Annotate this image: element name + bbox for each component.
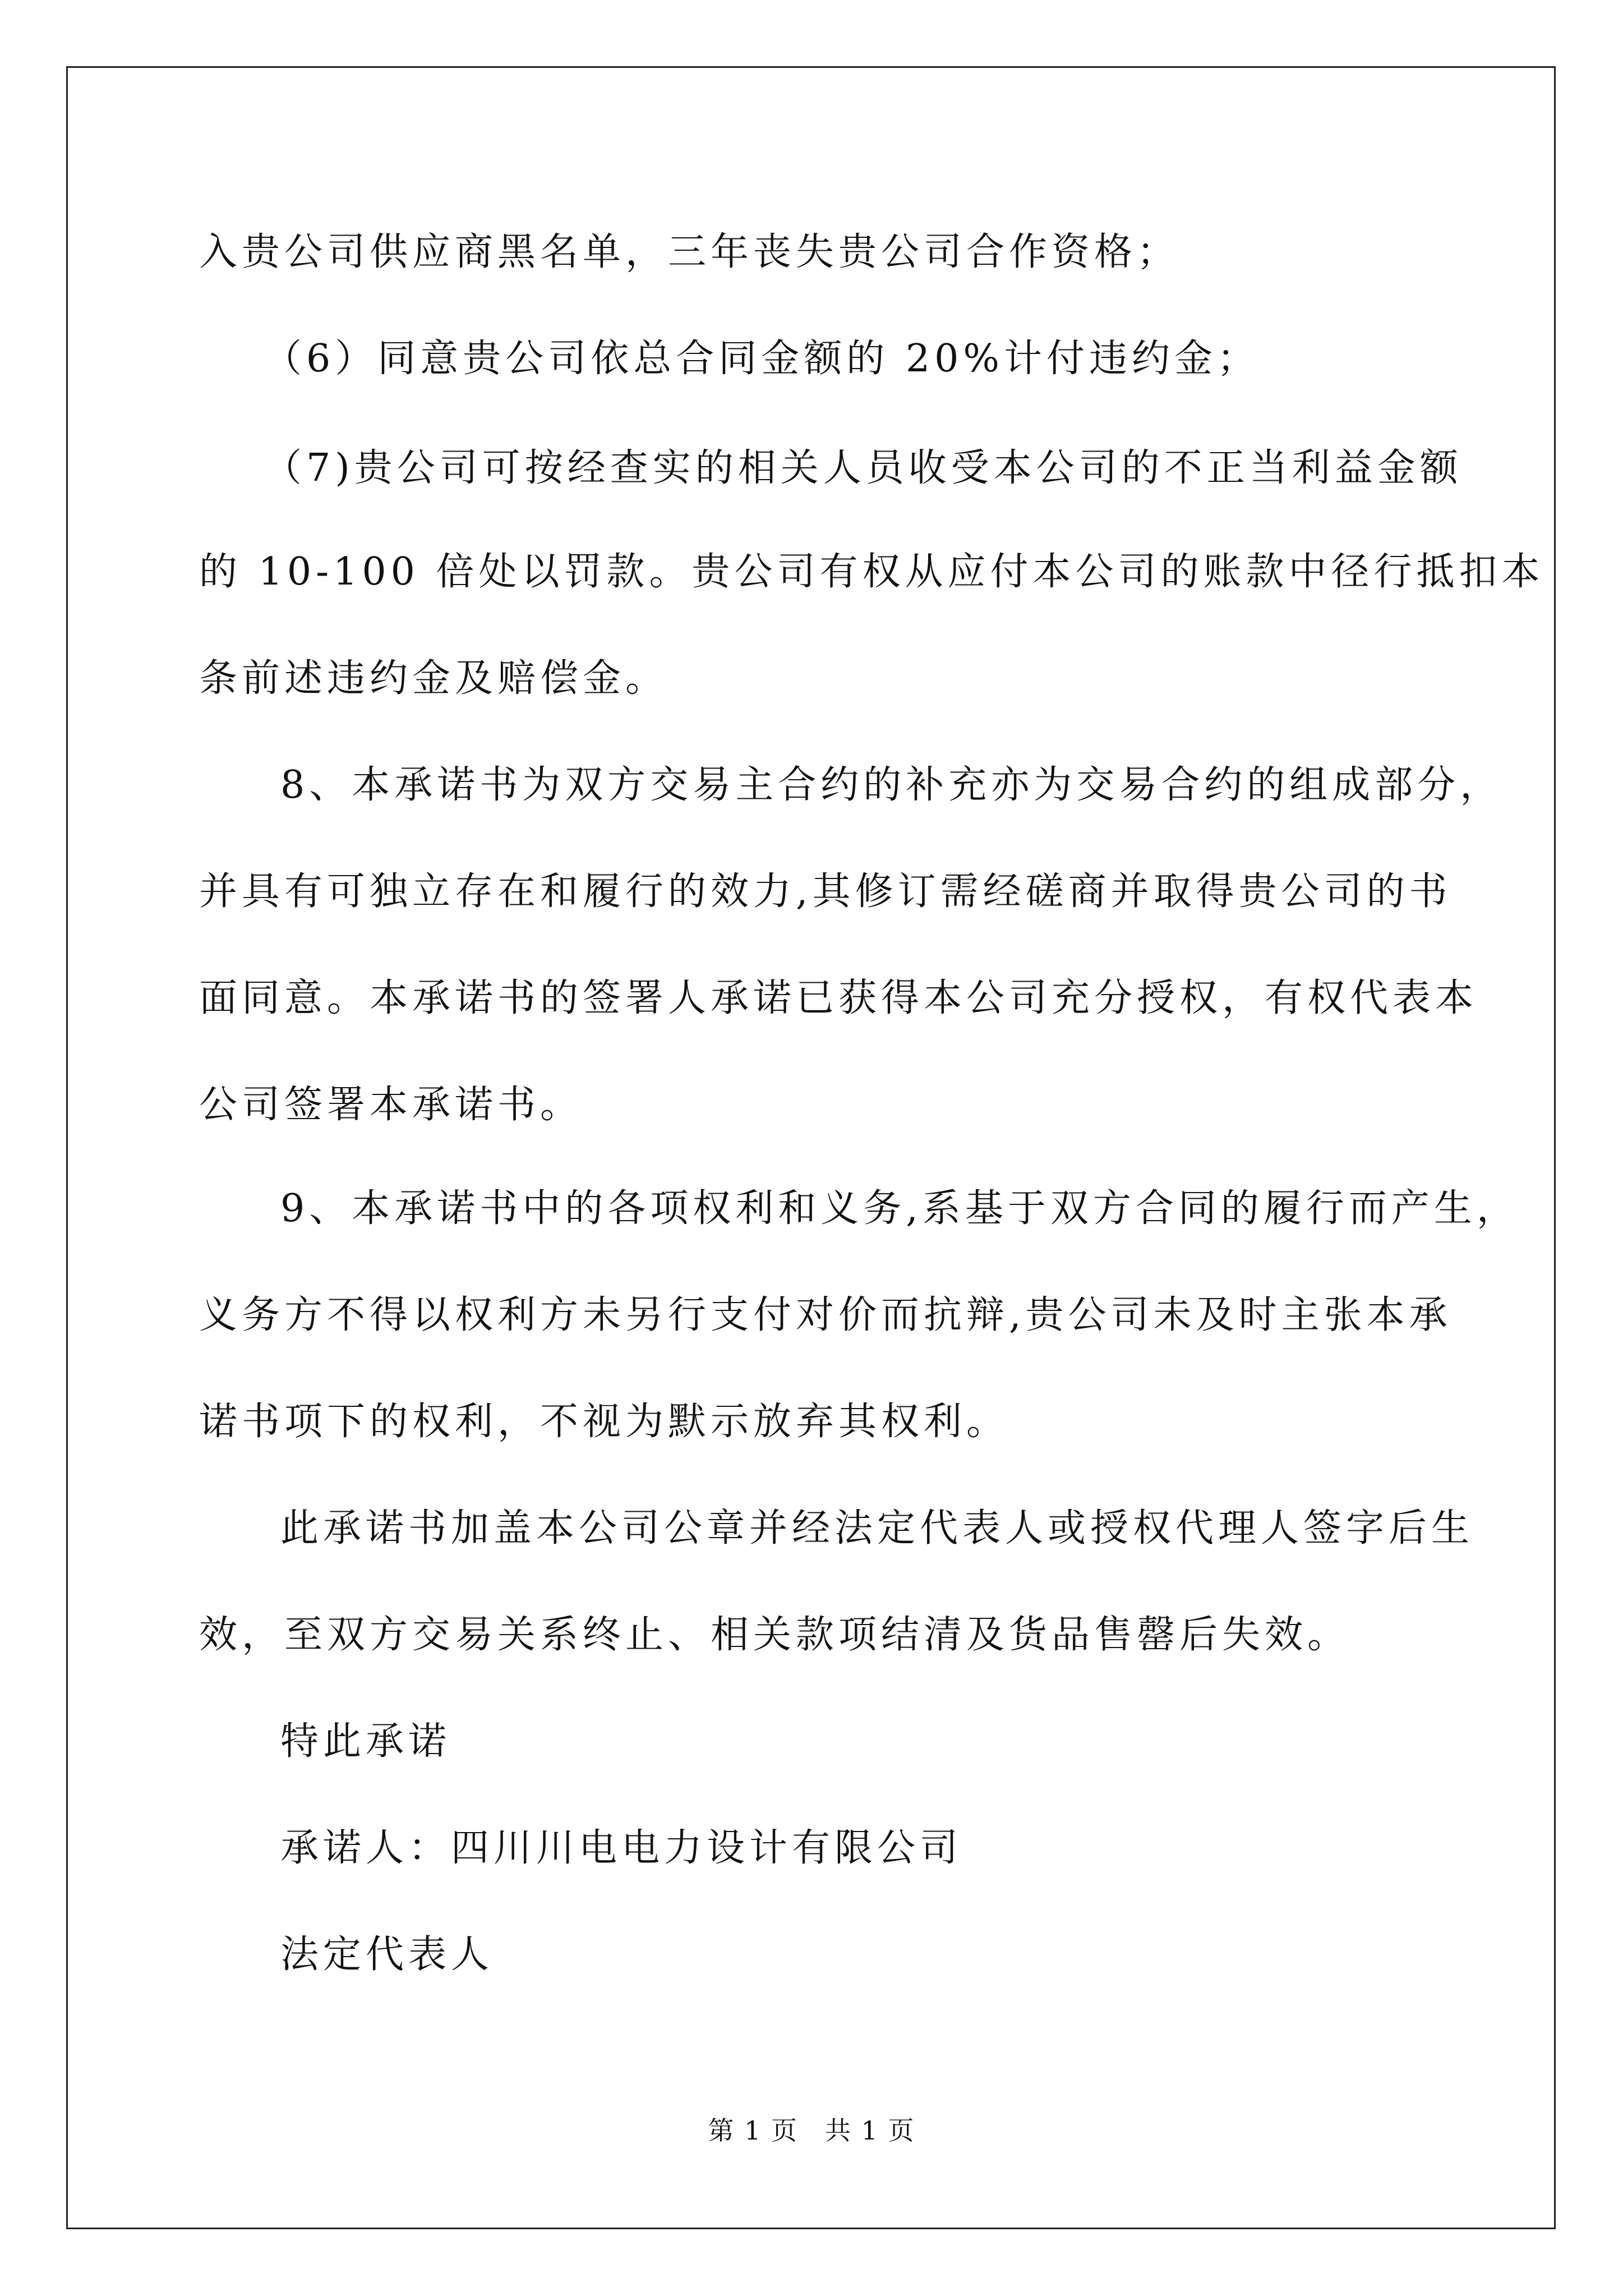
- text-line: 效，至双方交易关系终止、相关款项结清及货品售罄后失效。: [199, 1613, 1350, 1657]
- signatory-company: 承诺人：四川川电电力设计有限公司: [280, 1826, 963, 1870]
- text-line: 的 10-100 倍处以罚款。贵公司有权从应付本公司的账款中径行抵扣本: [199, 550, 1544, 594]
- text-line: 并具有可独立存在和履行的效力,其修订需经磋商并取得贵公司的书: [199, 869, 1452, 914]
- text-line: 义务方不得以权利方未另行支付对价而抗辩,贵公司未及时主张本承: [199, 1293, 1452, 1337]
- closing-phrase: 特此承诺: [280, 1719, 451, 1764]
- text-line: 条前述违约金及赔偿金。: [199, 656, 668, 701]
- text-line: 入贵公司供应商黑名单，三年丧失贵公司合作资格；: [199, 230, 1180, 274]
- page-border: [66, 66, 1556, 2229]
- text-line: （7)贵公司可按经查实的相关人员收受本公司的不正当利益金额: [264, 446, 1463, 490]
- text-line: 9、本承诺书中的各项权利和义务,系基于双方合同的履行而产生，: [280, 1186, 1519, 1231]
- text-line: 8、本承诺书为双方交易主合约的补充亦为交易合约的组成部分，: [280, 763, 1503, 807]
- text-line: 面同意。本承诺书的签署人承诺已获得本公司充分授权，有权代表本: [199, 976, 1478, 1020]
- text-line: （6）同意贵公司依总合同金额的 20%计付违约金；: [264, 337, 1260, 381]
- text-line: 公司签署本承诺书。: [199, 1083, 583, 1127]
- page-number-footer: 第 1 页 共 1 页: [708, 2115, 915, 2146]
- text-line: 诺书项下的权利，不视为默示放弃其权利。: [199, 1400, 1009, 1444]
- legal-representative-label: 法定代表人: [280, 1932, 494, 1977]
- text-line: 此承诺书加盖本公司公章并经法定代表人或授权代理人签字后生: [280, 1506, 1474, 1550]
